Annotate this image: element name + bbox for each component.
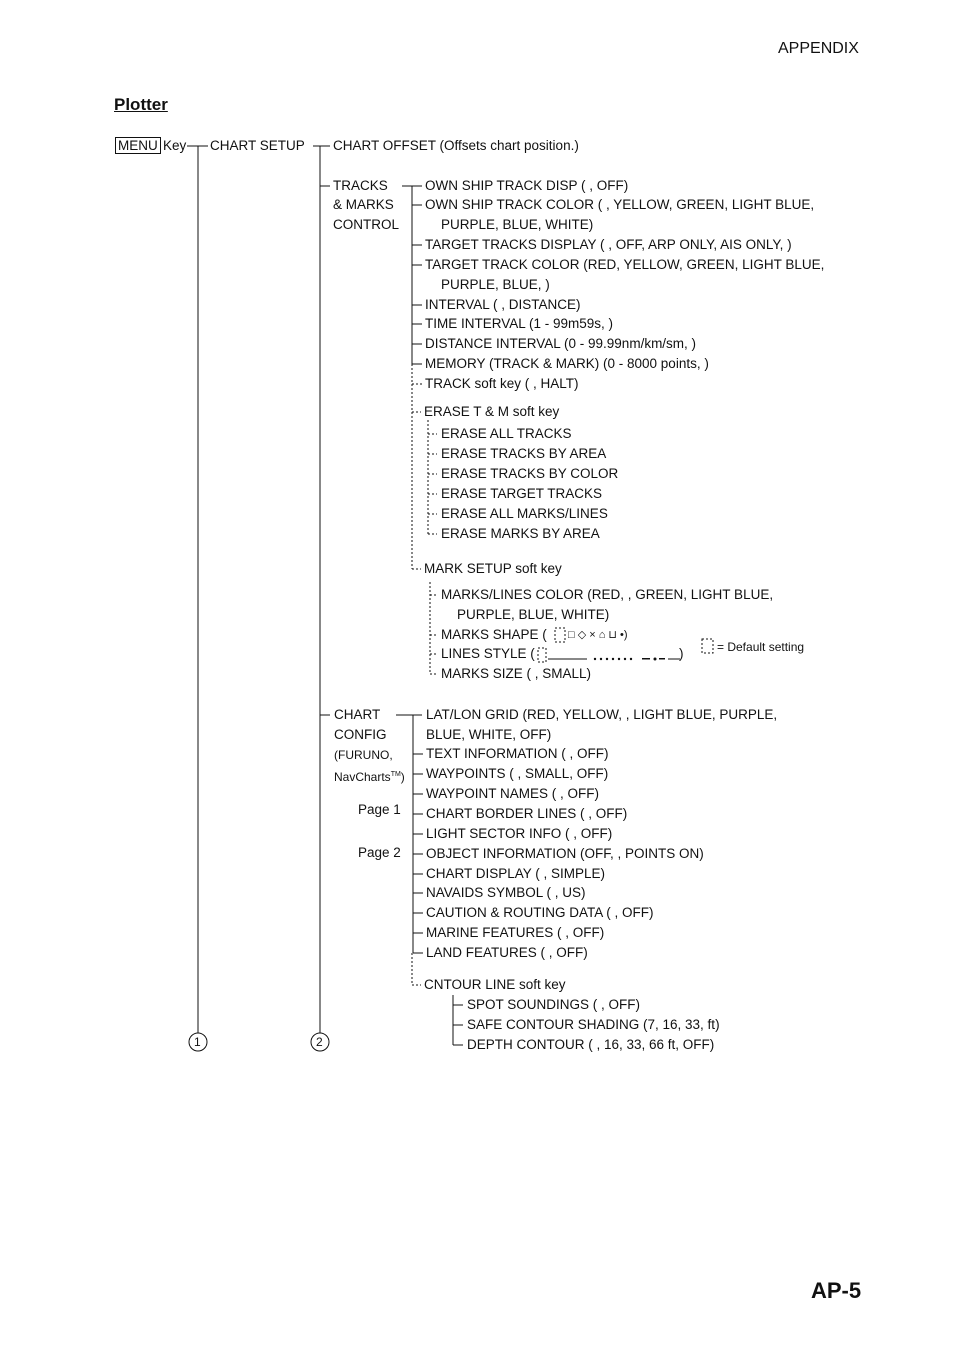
cc-item-cont: BLUE, WHITE, OFF)	[426, 727, 552, 742]
mark-item: MARKS/LINES COLOR (RED, , GREEN, LIGHT BLUE,	[441, 587, 774, 602]
page-number: AP-5	[811, 1278, 862, 1303]
erase-item: ERASE ALL MARKS/LINES	[441, 506, 608, 521]
close-paren: )	[400, 770, 405, 784]
mark-item-cont: PURPLE, BLUE, WHITE)	[457, 607, 610, 622]
tm-item: DISTANCE INTERVAL (0 - 99.99nm/km/sm, )	[425, 336, 697, 351]
erase-item: ERASE TRACKS BY AREA	[441, 446, 607, 461]
tm-item-cont: PURPLE, BLUE, )	[441, 277, 550, 292]
tm-item: TARGET TRACK COLOR (RED, YELLOW, GREEN, LIGHT BLUE,	[425, 257, 825, 272]
page1-label: Page 1	[358, 802, 401, 817]
tm-item: OWN SHIP TRACK COLOR ( , YELLOW, GREEN, LIGHT BLUE,	[425, 197, 815, 212]
mark-item: MARKS SHAPE (	[441, 627, 547, 642]
cc-item: MARINE FEATURES ( , OFF)	[426, 925, 605, 940]
cntour-item: DEPTH CONTOUR ( , 16, 33, 66 ft, OFF)	[467, 1037, 715, 1052]
appendix-header: APPENDIX	[778, 40, 859, 57]
cc-item: CHART DISPLAY ( , SIMPLE)	[426, 866, 606, 881]
chart-offset-node: CHART OFFSET (Offsets chart position.)	[333, 138, 579, 153]
chart-config-label-1: CHART	[334, 707, 381, 722]
menu-key-label	[115, 138, 161, 154]
cc-item: LIGHT SECTOR INFO ( , OFF)	[426, 826, 613, 841]
cc-item: OBJECT INFORMATION (OFF, , POINTS ON)	[426, 846, 704, 861]
mark-item: MARKS SIZE ( , SMALL)	[441, 666, 592, 681]
key-label: Key	[163, 138, 187, 153]
tm-item: OWN SHIP TRACK DISP ( , OFF)	[425, 178, 629, 193]
chart-setup-node: CHART SETUP	[210, 138, 305, 153]
navcharts-text: NavCharts	[334, 770, 391, 784]
cntour-line-soft-key: CNTOUR LINE soft key	[424, 977, 566, 992]
tm-item: TRACK soft key ( , HALT)	[425, 376, 579, 391]
cc-item: WAYPOINT NAMES ( , OFF)	[426, 786, 600, 801]
chart-config-label-2: CONFIG	[334, 727, 387, 742]
tm-item: TIME INTERVAL (1 - 99m59s, )	[425, 316, 614, 331]
cc-item: LAND FEATURES ( , OFF)	[426, 945, 588, 960]
cc-item: LAT/LON GRID (RED, YELLOW, , LIGHT BLUE, PURPLE,	[426, 707, 778, 722]
chart-config-label-3: (FURUNO,	[334, 748, 393, 762]
cc-item: CHART BORDER LINES ( , OFF)	[426, 806, 628, 821]
marks-shape-symbols: □ ◇ × ⌂ ⊔ •)	[568, 629, 628, 641]
cntour-item: SPOT SOUNDINGS ( , OFF)	[467, 997, 641, 1012]
section-title: Plotter	[114, 95, 168, 114]
cc-item: CAUTION & ROUTING DATA ( , OFF)	[426, 905, 654, 920]
erase-item: ERASE TRACKS BY COLOR	[441, 466, 619, 481]
tm-item: MEMORY (TRACK & MARK) (0 - 8000 points, )	[425, 356, 709, 371]
chart-config-label-4	[334, 767, 405, 785]
mark-setup-soft-key: MARK SETUP soft key	[424, 561, 562, 576]
tm-item: INTERVAL ( , DISTANCE)	[425, 297, 581, 312]
connector-2: 2	[316, 1035, 323, 1049]
lines-style-close: )	[679, 646, 684, 661]
trademark-sup: TM	[390, 771, 401, 778]
tm-item-cont: PURPLE, BLUE, WHITE)	[441, 217, 594, 232]
tracks-marks-label-1: TRACKS	[333, 178, 388, 193]
cc-item: WAYPOINTS ( , SMALL, OFF)	[426, 766, 609, 781]
page2-label: Page 2	[358, 845, 401, 860]
erase-item: ERASE ALL TRACKS	[441, 426, 572, 441]
tracks-marks-label-3: CONTROL	[333, 217, 400, 232]
cc-item: TEXT INFORMATION ( , OFF)	[426, 746, 609, 761]
menu-key-box: MENU	[115, 137, 161, 154]
cntour-item: SAFE CONTOUR SHADING (7, 16, 33, ft)	[467, 1017, 720, 1032]
cc-item: NAVAIDS SYMBOL ( , US)	[426, 885, 586, 900]
mark-item: LINES STYLE (	[441, 646, 535, 661]
default-setting-legend: = Default setting	[717, 640, 805, 654]
erase-item: ERASE TARGET TRACKS	[441, 486, 603, 501]
connector-1: 1	[194, 1035, 201, 1049]
tracks-marks-label-2: & MARKS	[333, 197, 394, 212]
tm-item: TARGET TRACKS DISPLAY ( , OFF, ARP ONLY, AIS ONLY, )	[425, 237, 792, 252]
erase-tm-soft-key: ERASE T & M soft key	[424, 404, 560, 419]
erase-item: ERASE MARKS BY AREA	[441, 526, 600, 541]
